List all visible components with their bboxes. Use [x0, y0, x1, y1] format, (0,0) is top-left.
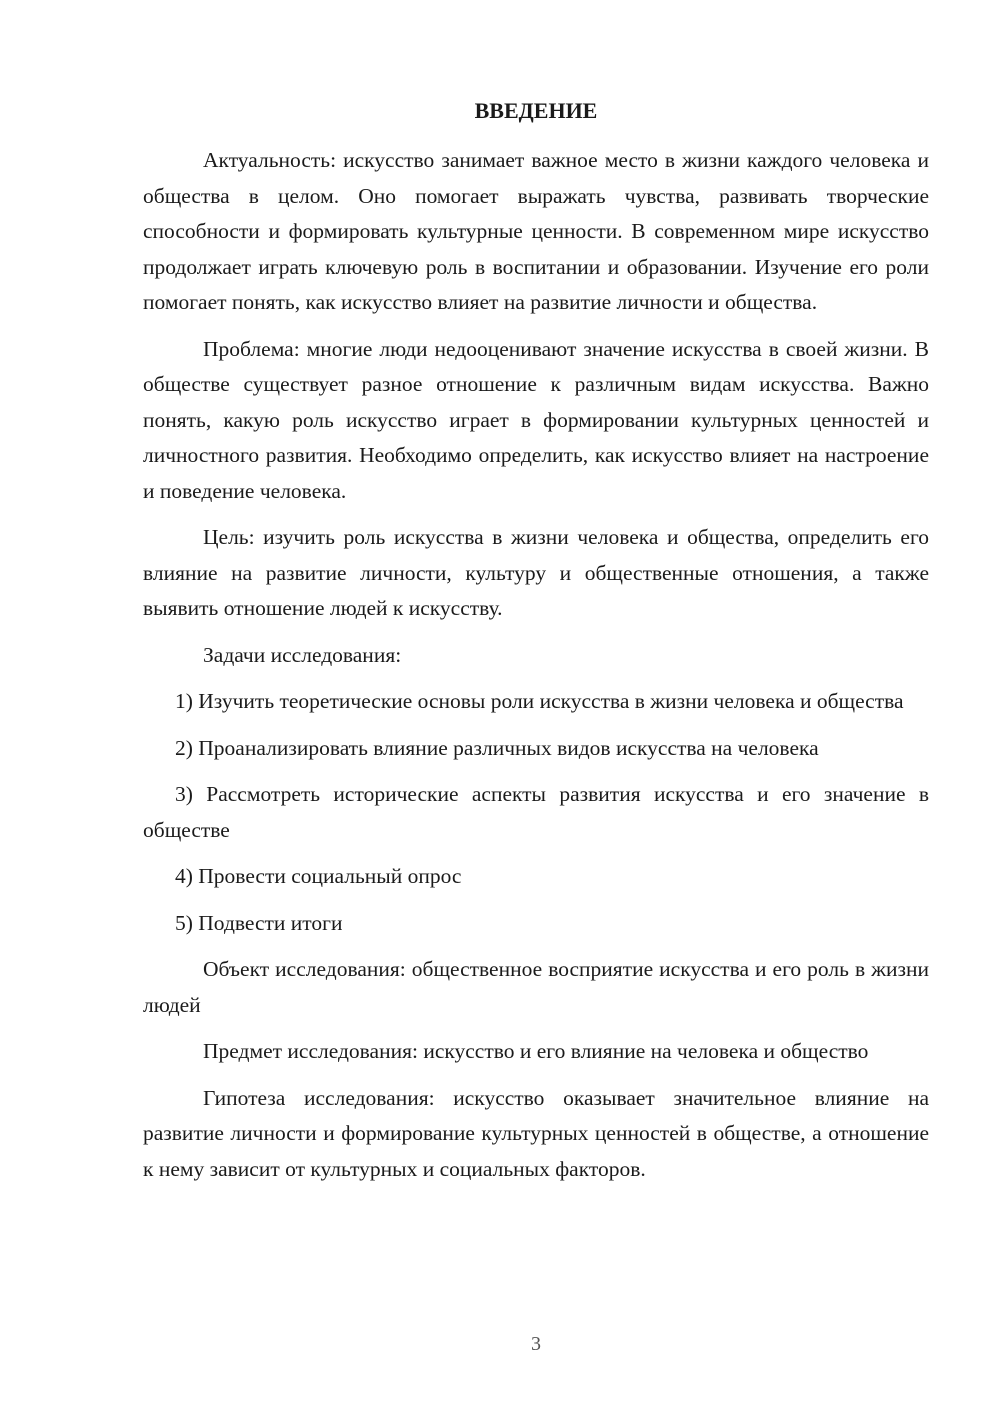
- task-item-5: 5) Подвести итоги: [175, 910, 343, 935]
- page-number: 3: [531, 1333, 541, 1355]
- paragraph-problem: Проблема: многие люди недооценивают значение искусства в своей жизни. В обществе существует разное отношение к различным видам искусства. Важно понять, какую роль искусство играет в формировании культурных ценностей и личностного развития. Необходимо определить, как искусство влияет на настроение и поведение человека.: [143, 336, 929, 503]
- tasks-heading: Задачи исследования:: [203, 642, 402, 667]
- task-item-2: 2) Проанализировать влияние различных видов искусства на человека: [175, 735, 819, 760]
- page-body: [143, 143, 929, 1198]
- paragraph-hypothesis: Гипотеза исследования: искусство оказывает значительное влияние на развитие личности и формирование культурных ценностей в обществе, а отношение к нему зависит от культурных и социальных факторов.: [143, 1085, 929, 1181]
- task-item-3: 3) Рассмотреть исторические аспекты развития искусства и его значение в обществе: [143, 782, 929, 842]
- paragraph-subject: Предмет исследования: искусство и его влияние на человека и общество: [203, 1039, 869, 1063]
- paragraph-goal: Цель: изучить роль искусства в жизни человека и общества, определить его влияние на развитие личности, культуру и общественные отношения, а также выявить отношение людей к искусству.: [143, 525, 929, 620]
- paragraph-object: Объект исследования: общественное восприятие искусства и его роль в жизни людей: [143, 957, 929, 1017]
- page-title: ВВЕДЕНИЕ: [474, 98, 598, 123]
- paragraph-relevance: Актуальность: искусство занимает важное место в жизни каждого человека и общества в целом. Оно помогает выражать чувства, развивать творческие способности и формировать культурные ценности. В современном мире искусство продолжает играть ключевую роль в воспитании и образовании. Изучение его роли помогает понять, как искусство влияет на развитие личности и общества.: [143, 148, 929, 314]
- task-item-1: 1) Изучить теоретические основы роли искусства в жизни человека и общества: [175, 689, 904, 713]
- task-item-4: 4) Провести социальный опрос: [175, 864, 462, 888]
